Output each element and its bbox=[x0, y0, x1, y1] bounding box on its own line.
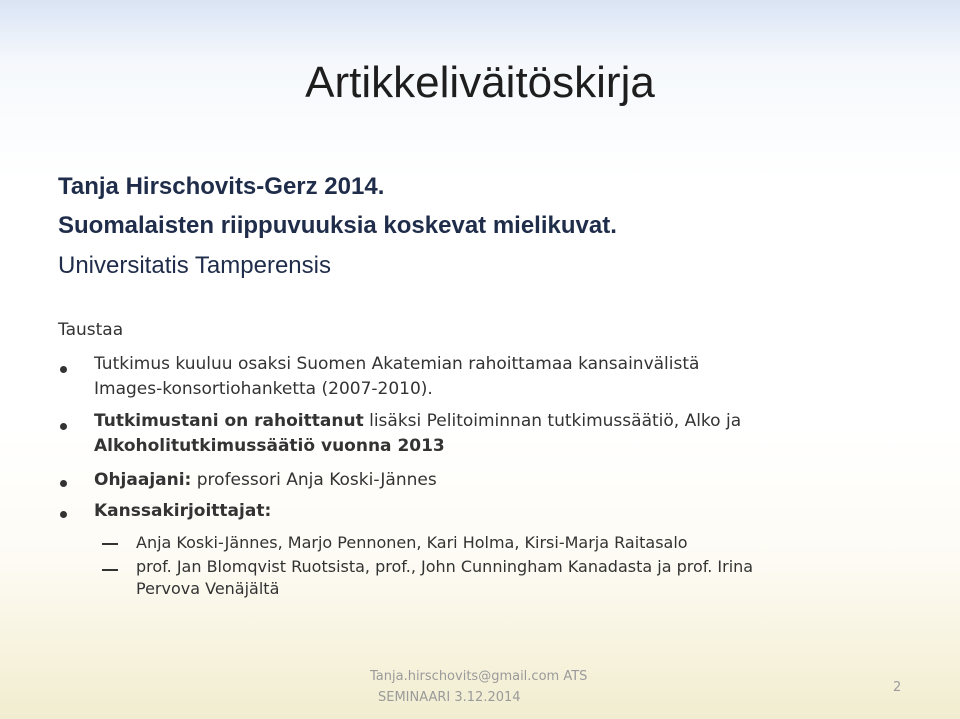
bullet-item bbox=[94, 409, 741, 459]
bullet-text: Images-konsortiohanketta (2007-2010). bbox=[94, 379, 433, 399]
subbullet-item bbox=[136, 530, 688, 555]
footer-email: Tanja.hirschovits@gmail.com ATS bbox=[370, 669, 588, 684]
subbullet-dash bbox=[102, 543, 118, 545]
bullet-bold-text: Alkoholitutkimussäätiö vuonna 2013 bbox=[94, 436, 445, 456]
bullet-dot bbox=[60, 366, 67, 373]
bullet-bold-text: Tutkimustani on rahoittanut bbox=[94, 411, 364, 431]
page-number: 2 bbox=[893, 680, 902, 695]
bullet-text: Tutkimus kuuluu osaksi Suomen Akatemian rahoittamaa kansainvälistä bbox=[94, 354, 700, 374]
bullet-text: professori Anja Koski-Jännes bbox=[191, 470, 437, 490]
section-label: Taustaa bbox=[58, 320, 124, 340]
bullet-text: lisäksi Pelitoiminnan tutkimussäätiö, Alko ja bbox=[363, 411, 742, 431]
author-line: Tanja Hirschovits-Gerz 2014. bbox=[58, 173, 385, 200]
bullet-item bbox=[94, 352, 699, 402]
footer bbox=[370, 666, 587, 708]
bullet-dot bbox=[60, 480, 67, 487]
subbullet-text: Pervova Venäjältä bbox=[136, 579, 280, 598]
bullet-item bbox=[94, 499, 271, 524]
bullet-item bbox=[94, 468, 437, 493]
footer-event: SEMINAARI 3.12.2014 bbox=[378, 690, 521, 705]
subbullet-item bbox=[136, 556, 753, 600]
publisher-line: Universitatis Tamperensis bbox=[58, 252, 331, 279]
bullet-dot bbox=[60, 423, 67, 430]
bullet-bold-text: Kanssakirjoittajat: bbox=[94, 501, 272, 521]
thesis-title-line: Suomalaisten riippuvuuksia koskevat mielikuvat. bbox=[58, 212, 617, 239]
bullet-dot bbox=[60, 511, 67, 518]
subbullet-text: prof. Jan Blomqvist Ruotsista, prof., John Cunningham Kanadasta ja prof. Irina bbox=[136, 557, 754, 576]
slide-title: Artikkeliväitöskirja bbox=[305, 58, 655, 107]
subbullet-text: Anja Koski-Jännes, Marjo Pennonen, Kari Holma, Kirsi-Marja Raitasalo bbox=[136, 533, 688, 552]
subbullet-dash bbox=[102, 569, 118, 571]
bullet-bold-text: Ohjaajani: bbox=[94, 470, 192, 490]
